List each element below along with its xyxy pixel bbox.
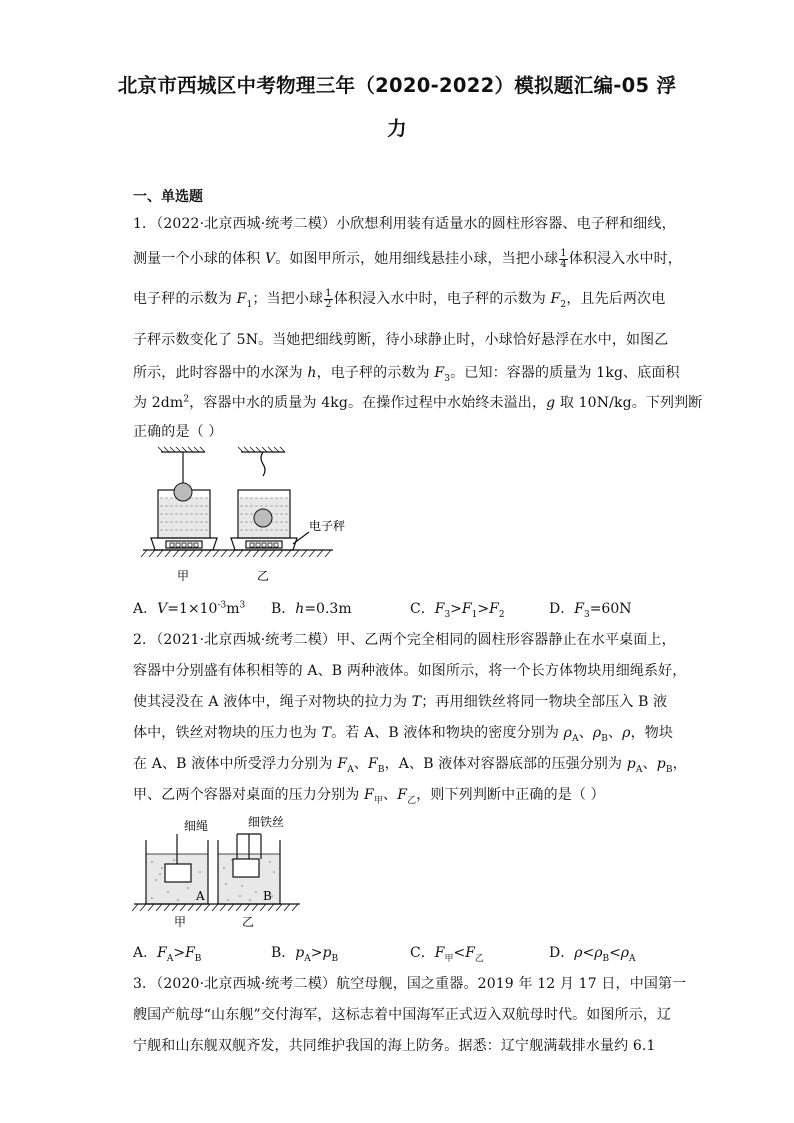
q1-line-3: 电子秤的示数为 $F_1$；当把小球 $\frac{1}{2}$ 体积浸入水中时，电子秤的示数为 $F_2$，且先后两次电 xyxy=(133,287,666,310)
q3-line-1: 3．（2020·北京西城·统考二模）航空母舰，国之重器。2019 年 12 月 17 日，中国第一 xyxy=(133,976,687,992)
q1-option-b[interactable]: B．h=0.3m xyxy=(271,601,352,617)
figure-label-yi: 乙 xyxy=(242,915,255,929)
fraction-one-quarter: $\frac{1}{4}$ xyxy=(560,247,567,270)
q1-option-d[interactable]: D．$F_3=60N$ xyxy=(549,601,632,620)
q2-figure xyxy=(130,812,310,934)
q2-option-b[interactable]: B．$p_A>p_B$ xyxy=(271,945,339,964)
q1-line-5: 所示，此时容器中的水深为 h，电子秤的示数为 $F_3$。已知：容器的质量为 1kg、底面积 xyxy=(133,365,680,384)
scale-label: 电子秤 xyxy=(309,519,346,533)
figure-label-jia: 甲 xyxy=(174,915,187,929)
q2-option-c[interactable]: C．$F_甲<F_乙$ xyxy=(410,945,484,964)
q1-option-c[interactable]: C．$F_3>F_1>F_2$ xyxy=(410,601,505,620)
liquid-a-label: A xyxy=(196,889,205,903)
document-title: 北京市西城区中考物理三年（2020-2022）模拟题汇编-05 浮 xyxy=(117,74,677,97)
q2-option-d[interactable]: D．$\rho<\rho_B<\rho_A$ xyxy=(549,945,636,964)
q2-line-5: 在 A、B 液体中所受浮力分别为 $F_A$、$F_B$，A、B 液体对容器底部的压强分别为 $p_A$、$p_B$， xyxy=(133,756,687,775)
q1-line-1: 1．（2022·北京西城·统考二模）小欣想利用装有适量水的圆柱形容器、电子秤和细线， xyxy=(133,216,676,232)
q2-line-6: 甲、乙两个容器对桌面的压力分别为 $F_甲$、$F_乙$，则下列判断中正确的是（ ） xyxy=(133,787,605,806)
q3-line-3: 宁舰和山东舰双舰齐发，共同维护我国的海上防务。据悉：辽宁舰满载排水量约 6.1 xyxy=(133,1038,656,1054)
q1-figure xyxy=(133,446,373,586)
q2-line-2: 容器中分别盛有体积相等的 A、B 两种液体。如图所示，将一个长方体物块用细绳系好， xyxy=(133,663,687,679)
fraction-one-half: $\frac{1}{2}$ xyxy=(325,287,332,310)
wire-label: 细铁丝 xyxy=(248,815,285,829)
rope-label: 细绳 xyxy=(184,819,209,833)
figure-label-yi: 乙 xyxy=(257,569,270,583)
q2-line-4: 体中，铁丝对物块的压力也为 T。若 A、B 液体和物块的密度分别为 $\rho_A$、$\rho_B$、ρ，物块 xyxy=(133,725,674,744)
q2-option-a[interactable]: A．$F_A>F_B$ xyxy=(133,945,202,964)
figure-label-jia: 甲 xyxy=(177,569,190,583)
section-heading: 一、单选题 xyxy=(133,189,203,205)
q1-line-2: 测量一个小球的体积 V。如图甲所示，她用细线悬挂小球，当把小球 $\frac{1}{4}$ 体积浸入水中时， xyxy=(133,247,682,270)
q2-line-1: 2．（2021·北京西城·统考二模）甲、乙两个完全相同的圆柱形容器静止在水平桌面上， xyxy=(133,632,676,648)
liquid-b-label: B xyxy=(263,889,272,903)
q1-option-a[interactable]: A．$V=1\times 10^{-3}m^3$ xyxy=(133,600,246,617)
q1-line-4: 子秤示数变化了 5N。当她把细线剪断，待小球静止时，小球恰好悬浮在水中，如图乙 xyxy=(133,332,669,348)
q1-line-6: 为 $2dm^2$，容器中水的质量为 4kg。在操作过程中水始终未溢出，g 取 10N/kg。下列判断 xyxy=(133,394,703,411)
q2-line-3: 使其浸没在 A 液体中，绳子对物块的拉力为 T；再用细铁丝将同一物块全部压入 B 液 xyxy=(133,694,668,710)
q1-line-7: 正确的是（ ） xyxy=(133,424,223,440)
q3-line-2: 艘国产航母“山东舰”交付海军，这标志着中国海军正式迈入双航母时代。如图所示，辽 xyxy=(133,1007,672,1023)
document-title-continued: 力 xyxy=(387,117,407,140)
